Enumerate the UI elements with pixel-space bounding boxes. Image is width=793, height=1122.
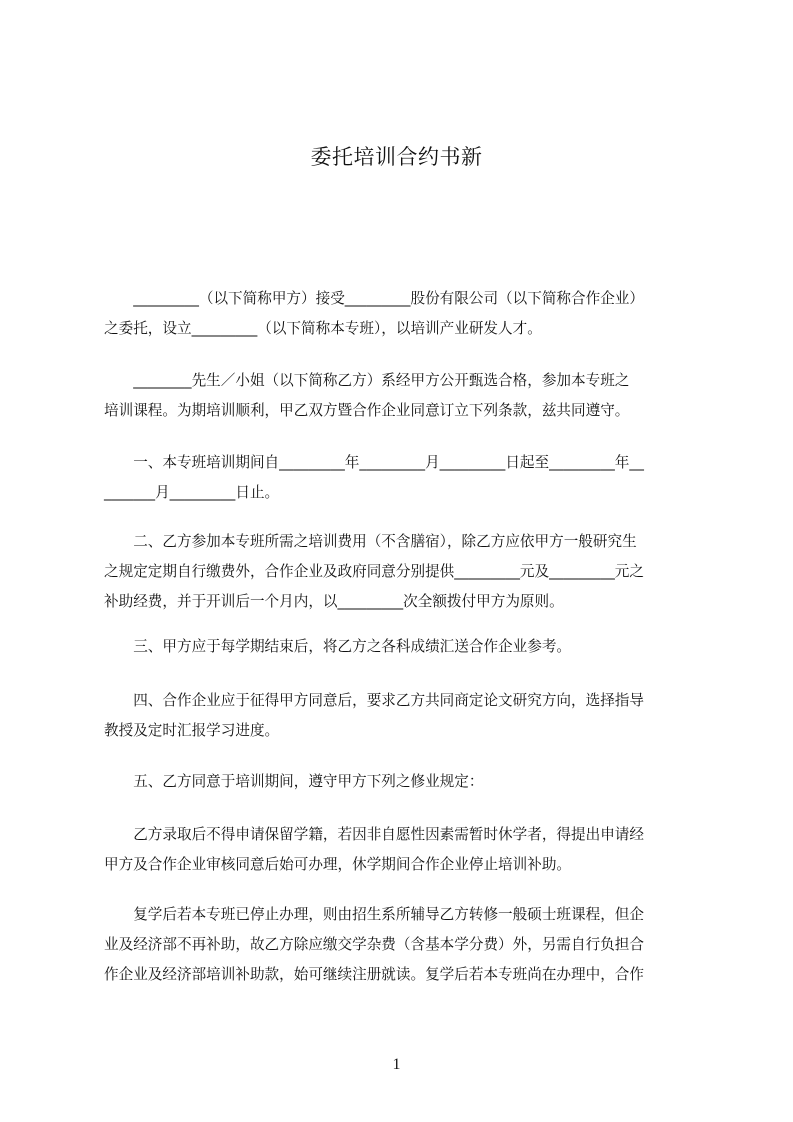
paragraph-intro [104, 284, 704, 344]
text-line: 之委托，设立_________（以下简称本专班），以培训产业研发人才。 [104, 320, 542, 337]
text-line: 五、乙方同意于培训期间，遵守甲方下列之修业规定： [104, 773, 484, 790]
text-line: 培训课程。为期培训顺利，甲乙双方暨合作企业同意订立下列条款，兹共同遵守。 [104, 402, 630, 419]
text-line: 三、甲方应于每学期结束后，将乙方之各科成绩汇送合作企业参考。 [104, 638, 572, 655]
paragraph-clause-4 [104, 686, 704, 746]
text-line: 业及经济部不再补助，故乙方除应缴交学杂费（含基本学分费）外，另需自行负担合 [104, 936, 644, 953]
paragraph-clause-5-b [104, 900, 704, 990]
paragraph-clause-3 [104, 632, 704, 662]
text-line: 作企业及经济部培训补助款，始可继续注册就读。复学后若本专班尚在办理中，合作 [104, 966, 644, 983]
text-line: 二、乙方参加本专班所需之培训费用（不含膳宿），除乙方应依甲方一般研究生 [104, 533, 637, 550]
paragraph-clause-2 [104, 527, 704, 617]
text-line: 教授及定时汇报学习进度。 [104, 722, 280, 739]
paragraph-clause-5-a [104, 820, 704, 880]
text-line: 补助经费，并于开训后一个月内，以_________次全额拨付甲方为原则。 [104, 593, 564, 610]
document-title: 委托培训合约书新 [310, 145, 483, 169]
text-line: 一、本专班培训期间自_________年_________月_________日起至_________年__ [104, 454, 644, 471]
text-line: 甲方及合作企业审核同意后始可办理，休学期间合作企业停止培训补助。 [104, 856, 572, 873]
text-line: 乙方录取后不得申请保留学籍，若因非自愿性因素需暂时休学者，得提出申请经 [104, 826, 644, 843]
paragraph-trainee [104, 366, 704, 426]
paragraph-clause-5 [104, 767, 704, 797]
text-line: 四、合作企业应于征得甲方同意后，要求乙方共同商定论文研究方向，选择指导 [104, 692, 644, 709]
text-line: _________（以下简称甲方）接受_________股份有限公司（以下简称合作企业） [104, 290, 644, 307]
text-line: 之规定定期自行缴费外，合作企业及政府同意分别提供_________元及_________元之 [104, 563, 644, 580]
text-line: 复学后若本专班已停止办理，则由招生系所辅导乙方转修一般硕士班课程，但企 [104, 906, 644, 923]
text-line: ________先生／小姐（以下简称乙方）系经甲方公开甄选合格，参加本专班之 [104, 372, 630, 389]
paragraph-clause-1 [104, 448, 704, 508]
page-number: 1 [392, 1056, 401, 1073]
text-line: _______月_________日止。 [104, 484, 280, 501]
